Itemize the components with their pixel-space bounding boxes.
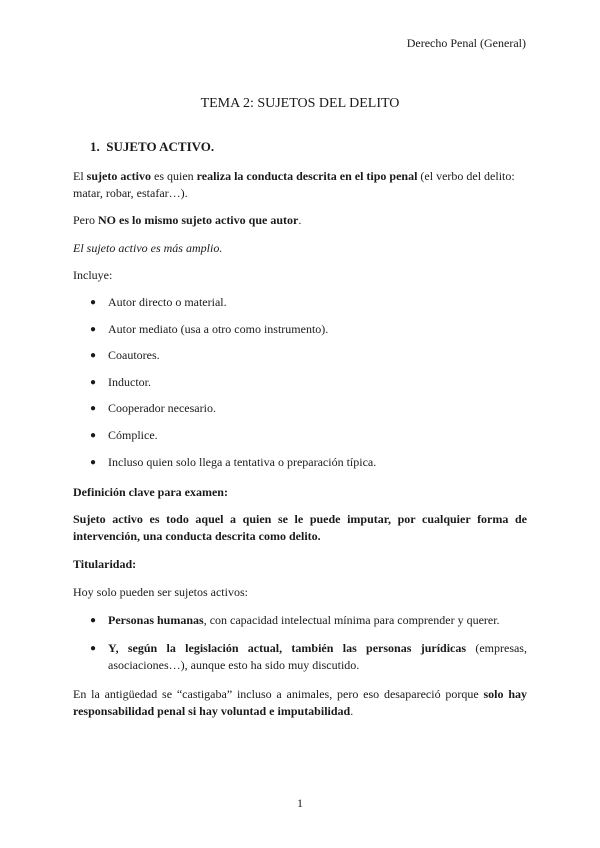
text-run: En la antigüedad se “castigaba” incluso a animales, pero eso desapareció porque [73,687,484,701]
definition-heading [73,484,527,501]
bold-run: Personas humanas [108,613,204,627]
bullet-icon: ● [90,350,97,361]
bullet-icon: ● [90,324,97,335]
bullet-icon: ● [90,297,97,308]
list-item-text: Incluso quien solo llega a tentativa o preparación típica. [108,455,377,469]
text-run: es quien [151,169,197,183]
list-item-text [108,640,527,674]
bold-run: Sujeto activo es todo aquel a quien se le puede imputar, por cualquier forma de intervención, una conducta descrita como delito. [73,512,527,543]
bullet-icon: ● [90,403,97,414]
text-run: Pero [73,213,98,227]
list-item-text: Inductor. [108,375,151,389]
page-number: 1 [297,796,303,810]
bullet-icon: ● [90,643,97,654]
list-item-text: Coautores. [108,348,160,362]
section-heading [90,139,214,155]
list-item-text: Cooperador necesario. [108,401,216,415]
text-run: . [350,704,354,718]
bullet-icon: ● [90,377,97,388]
text-run: (el verbo del delito: matar, robar, estafar…). [73,169,515,200]
section-number: 1. [90,139,100,154]
paragraph-sujeto-activo [73,168,527,202]
page-title: TEMA 2: SUJETOS DEL DELITO [200,96,400,111]
bold-run: realiza la conducta descrita en el tipo penal [196,169,418,183]
list-item-text [108,612,527,629]
text-run: . [298,213,302,227]
section-heading-text: SUJETO ACTIVO. [106,139,215,154]
bold-run: Y, según la legislación actual, también las personas jurídicas [108,641,467,655]
paragraph-no-es-autor [73,212,527,229]
bullet-icon: ● [90,457,97,468]
paragraph-incluye: Incluye: [73,268,113,282]
bold-run: NO es lo mismo sujeto activo que autor [98,213,299,227]
bold-run: sujeto activo [86,169,151,183]
definition-text [73,511,527,545]
bullet-icon: ● [90,430,97,441]
list-item-text: Autor directo o material. [108,295,227,309]
list-item-text: Autor mediato (usa a otro como instrumento). [108,322,329,336]
bold-run: Titularidad: [73,557,137,571]
running-header: Derecho Penal (General) [406,36,526,50]
titularidad-intro: Hoy solo pueden ser sujetos activos: [73,585,248,599]
list-item-text: Cómplice. [108,428,158,442]
closing-paragraph [73,686,527,720]
titularidad-heading [73,556,527,573]
bold-run: solo hay responsabilidad penal si hay voluntad e imputabilidad [73,687,527,718]
paragraph-mas-amplio: El sujeto activo es más amplio. [73,241,223,255]
text-run: El [73,169,87,183]
text-run: , con capacidad intelectual mínima para comprender y querer. [203,613,500,627]
bold-run: Definición clave para examen: [73,485,228,499]
text-run: (empresas, asociaciones…), aunque esto ha sido muy discutido. [108,641,527,672]
bullet-icon: ● [90,615,97,626]
